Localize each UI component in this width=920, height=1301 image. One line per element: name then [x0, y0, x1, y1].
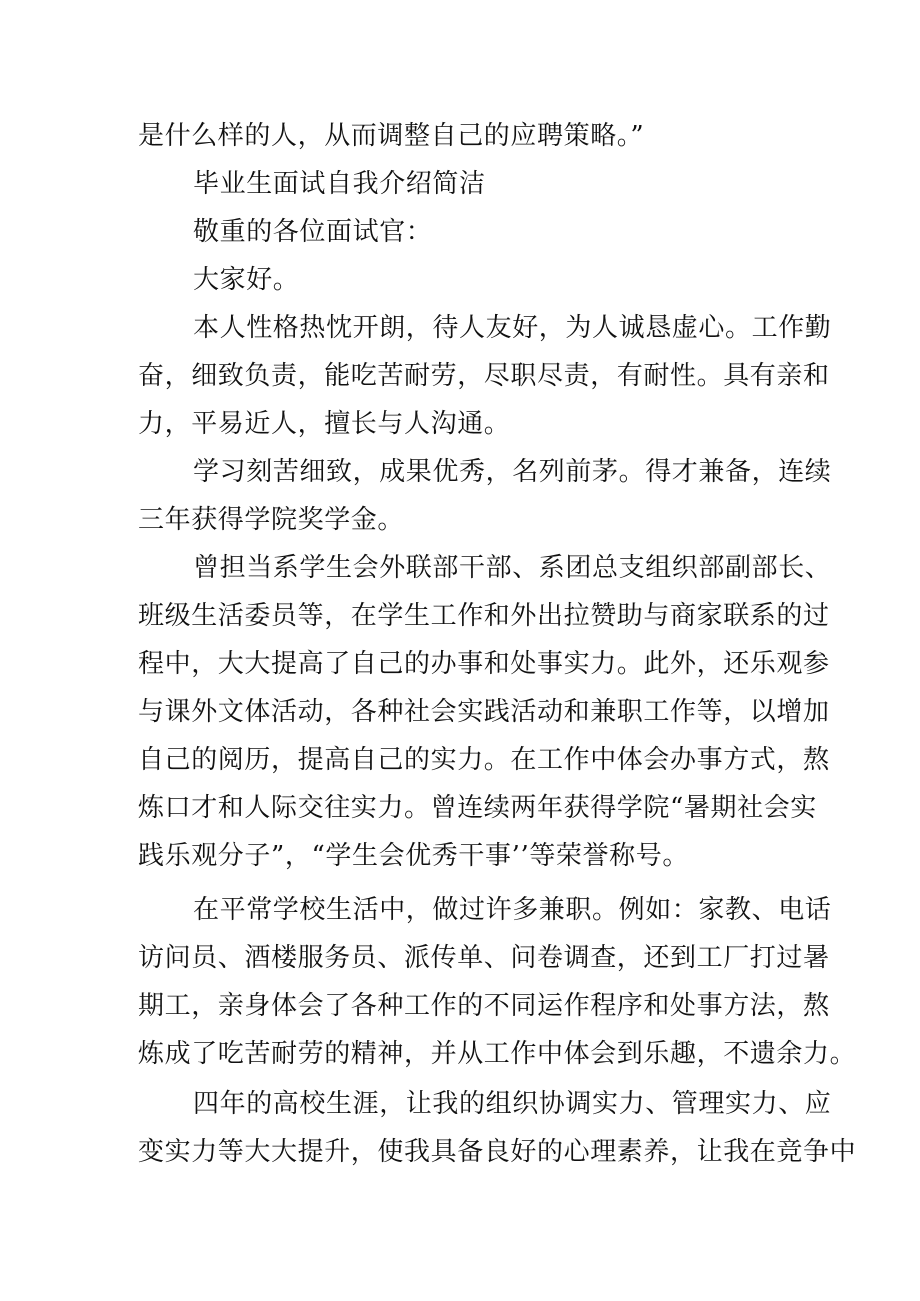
text-line: 三年获得学院奖学金。 — [138, 505, 405, 535]
text-line: 本人性格热忱开朗，待人友好，为人诚恳虚心。工作勤 — [193, 313, 832, 343]
text-line: 变实力等大大提升，使我具备良好的心理素养，让我在竞争中 — [138, 1137, 857, 1167]
text-line: 期工，亲身体会了各种工作的不同运作程序和处事方法，熬 — [138, 991, 830, 1021]
section-title: 毕业生面试自我介绍简洁 — [193, 169, 486, 199]
text-line: 在平常学校生活中，做过许多兼职。例如：家教、电话 — [193, 895, 832, 925]
text-line: 访问员、酒楼服务员、派传单、问卷调查，还到工厂打过暑 — [138, 943, 830, 973]
text-line: 曾担当系学生会外联部干部、系团总支组织部副部长、 — [193, 553, 832, 583]
text-line: 程中，大大提高了自己的办事和处事实力。此外，还乐观参 — [138, 649, 830, 679]
text-line: 炼成了吃苦耐劳的精神，并从工作中体会到乐趣，不遗余力。 — [138, 1039, 857, 1069]
text-line: 炼口才和人际交往实力。曾连续两年获得学院“暑期社会实 — [138, 793, 817, 823]
salutation: 敬重的各位面试官： — [193, 217, 433, 247]
text-line: 是什么样的人，从而调整自己的应聘策略。” — [138, 121, 645, 151]
text-line: 班级生活委员等，在学生工作和外出拉赞助与商家联系的过 — [138, 601, 830, 631]
text-line: 与课外文体活动，各种社会实践活动和兼职工作等，以增加 — [138, 697, 830, 727]
text-line: 践乐观分子”，“学生会优秀干事’’等荣誉称号。 — [138, 841, 689, 871]
text-line: 四年的高校生涯，让我的组织协调实力、管理实力、应 — [193, 1089, 832, 1119]
greeting: 大家好。 — [193, 265, 300, 295]
text-line: 力，平易近人，擅长与人沟通。 — [138, 409, 511, 439]
text-line: 奋，细致负责，能吃苦耐劳，尽职尽责，有耐性。具有亲和 — [138, 361, 830, 391]
text-line: 自己的阅历，提高自己的实力。在工作中体会办事方式，熬 — [138, 745, 830, 775]
text-line: 学习刻苦细致，成果优秀，名列前茅。得才兼备，连续 — [193, 457, 832, 487]
